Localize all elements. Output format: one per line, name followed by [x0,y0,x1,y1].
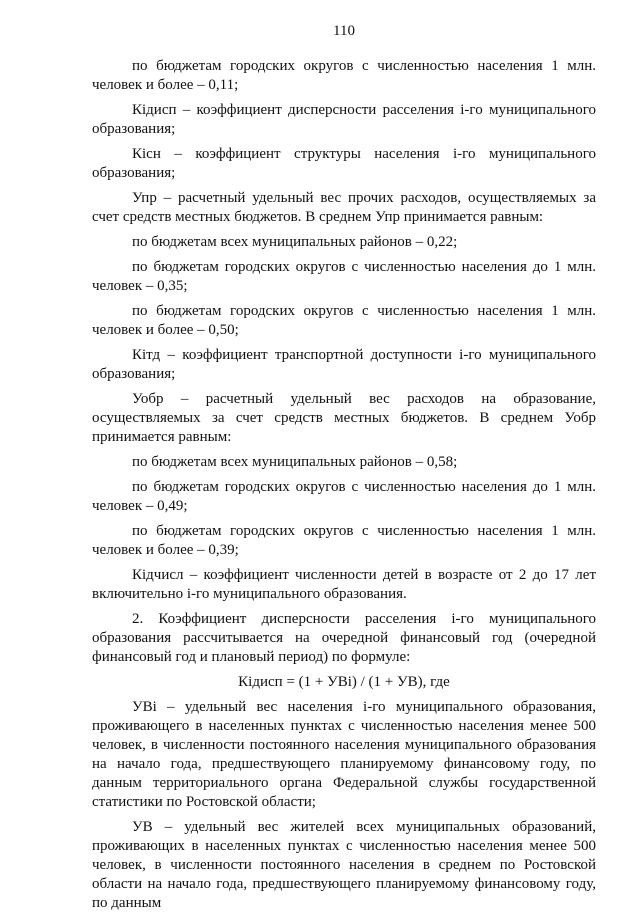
paragraph: Кiтд – коэффициент транспортной доступности i-го муниципального образования; [92,347,596,382]
paragraph: по бюджетам всех муниципальных районов – 0,58; [132,454,458,470]
paragraph: по бюджетам городских округов с численностью населения до 1 млн. человек – 0,35; [92,259,596,294]
paragraph: по бюджетам городских округов с численностью населения 1 млн. человек и более – 0,50; [92,303,596,338]
paragraph: Упр – расчетный удельный вес прочих расходов, осуществляемых за счет средств местных бюджетов. В среднем Упр принимается равным: [92,190,596,225]
page-number: 110 [333,23,355,39]
paragraph: по бюджетам городских округов с численностью населения до 1 млн. человек – 0,49; [92,479,596,514]
paragraph: УВi – удельный вес населения i-го муниципального образования, проживающего в населенных пунктах с численностью населения менее 500 человек, в численности постоянного населения муниципального образования на начало года, предшествующего планируемому финансовому году, по данным территориального органа Федеральной службы государственной статистики по Ростовской области; [92,699,596,810]
formula: Кiдисп = (1 + УВi) / (1 + УВ), где [238,674,450,690]
paragraph: Кiдчисл – коэффициент численности детей в возрасте от 2 до 17 лет включительно i-го муниципального образования. [92,567,596,602]
paragraph: Кiсн – коэффициент структуры населения i-го муниципального образования; [92,146,596,181]
paragraph: Кiдисп – коэффициент дисперсности расселения i-го муниципального образования; [92,102,596,137]
paragraph: по бюджетам всех муниципальных районов – 0,22; [132,234,458,250]
paragraph: по бюджетам городских округов с численностью населения 1 млн. человек и более – 0,39; [92,523,596,558]
paragraph: по бюджетам городских округов с численностью населения 1 млн. человек и более – 0,11; [92,58,596,93]
paragraph: Уобр – расчетный удельный вес расходов на образование, осуществляемых за счет средств местных бюджетов. В среднем Уобр принимается равным: [92,391,596,445]
document-page [92,22,596,919]
paragraph: 2. Коэффициент дисперсности расселения i-го муниципального образования рассчитывается на очередной финансовый год (очередной финансовый год и плановый период) по формуле: [92,611,596,665]
paragraph: УВ – удельный вес жителей всех муниципальных образований, проживающих в населенных пунктах с численностью населения менее 500 человек, в численности постоянного населения в среднем по Ростовской области на начало года, предшествующего планируемому финансовому году, по данным [92,819,596,911]
